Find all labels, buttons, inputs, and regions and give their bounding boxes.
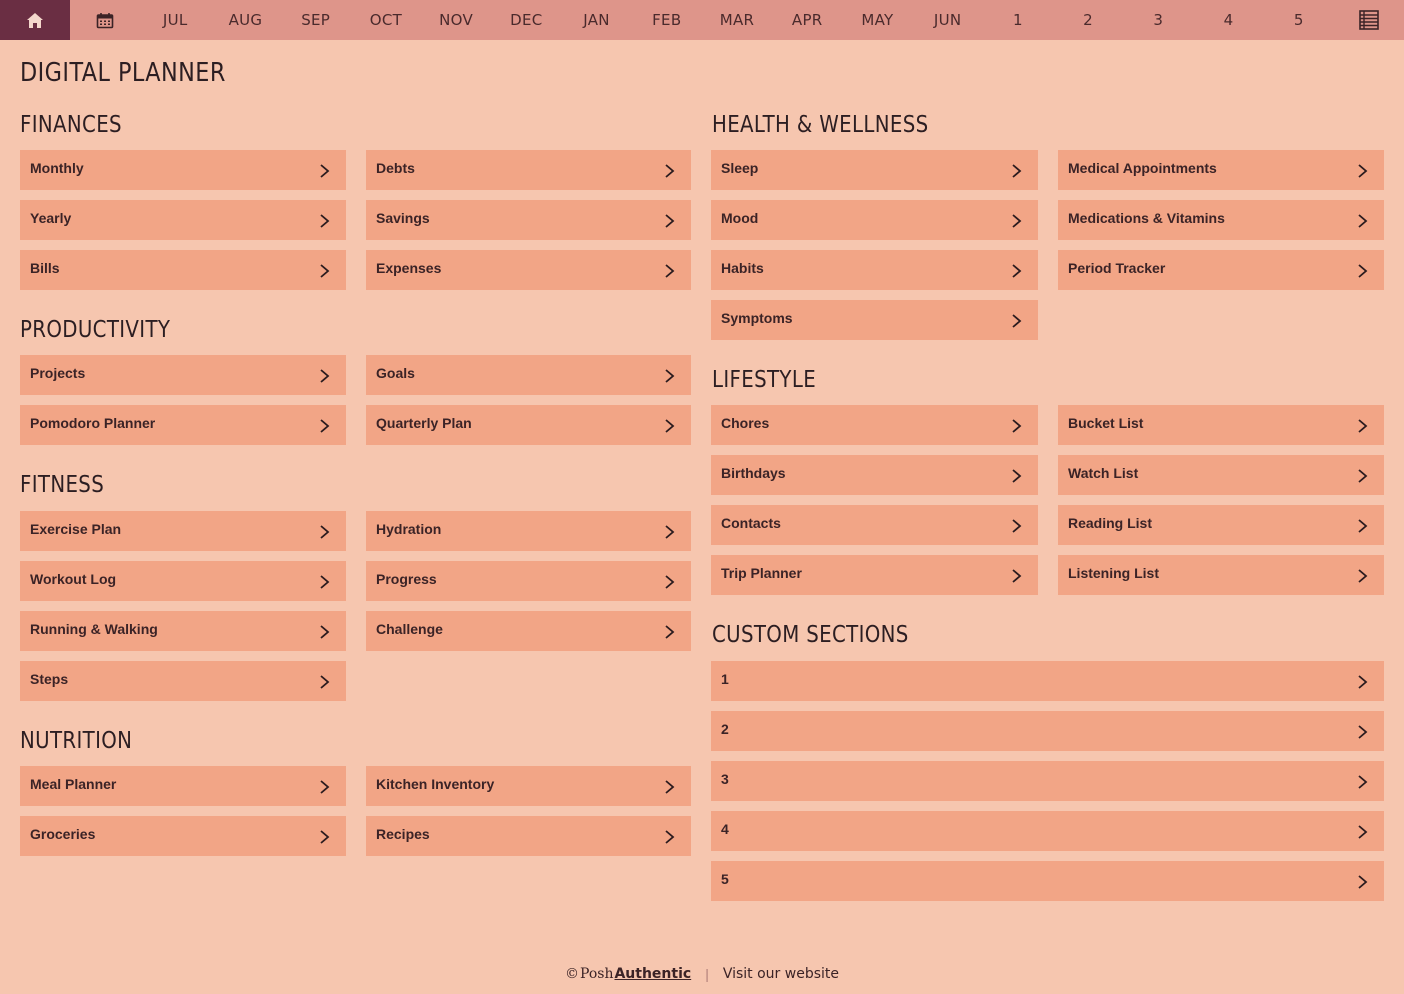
chevron-right-icon <box>1356 214 1368 228</box>
home-icon <box>26 12 44 29</box>
link-label: Hydration <box>376 521 442 537</box>
nav-month-sep[interactable]: SEP <box>301 11 331 29</box>
nav-month-nov[interactable]: NOV <box>439 11 474 29</box>
section-title-nutrition: NUTRITION <box>20 728 133 754</box>
chevron-right-icon <box>1356 825 1368 839</box>
brand-logo <box>565 966 691 982</box>
nav-custom-2[interactable]: 2 <box>1083 11 1094 29</box>
link-label: Listening List <box>1068 565 1159 581</box>
nav-month-mar[interactable]: MAR <box>719 11 755 29</box>
chevron-right-icon <box>318 164 330 178</box>
link-hydration[interactable] <box>366 511 691 551</box>
chevron-right-icon <box>663 369 675 383</box>
link-label: Groceries <box>30 826 96 842</box>
chevron-right-icon <box>1356 875 1368 889</box>
link-running-walking[interactable] <box>20 611 346 651</box>
link-medical-appointments[interactable] <box>1058 150 1384 190</box>
link-label: Reading List <box>1068 515 1153 531</box>
chevron-right-icon <box>1010 214 1022 228</box>
link-label: Trip Planner <box>721 565 802 581</box>
chevron-right-icon <box>318 830 330 844</box>
link-label: Savings <box>376 210 430 226</box>
link-pomodoro-planner[interactable] <box>20 405 346 445</box>
nav-custom-3[interactable]: 3 <box>1153 11 1164 29</box>
link-quarterly-plan[interactable] <box>366 405 691 445</box>
chevron-right-icon <box>1010 519 1022 533</box>
section-title-health: HEALTH & WELLNESS <box>712 112 929 138</box>
chevron-right-icon <box>1356 164 1368 178</box>
link-period-tracker[interactable] <box>1058 250 1384 290</box>
link-label: Yearly <box>30 210 72 226</box>
nav-custom-4[interactable]: 4 <box>1223 11 1234 29</box>
link-reading-list[interactable] <box>1058 505 1384 545</box>
section-title-fitness: FITNESS <box>20 472 105 498</box>
link-debts[interactable] <box>366 150 691 190</box>
chevron-right-icon <box>663 214 675 228</box>
link-workout-log[interactable] <box>20 561 346 601</box>
chevron-right-icon <box>1356 675 1368 689</box>
link-groceries[interactable] <box>20 816 346 856</box>
chevron-right-icon <box>318 419 330 433</box>
link-label: Monthly <box>30 160 84 176</box>
link-label: Workout Log <box>30 571 117 587</box>
link-symptoms[interactable] <box>711 300 1038 340</box>
link-label: Sleep <box>721 160 759 176</box>
chevron-right-icon <box>318 525 330 539</box>
link-label: Medical Appointments <box>1068 160 1217 176</box>
chevron-right-icon <box>1010 569 1022 583</box>
link-label: 3 <box>721 771 729 787</box>
nav-month-jul[interactable]: JUL <box>162 11 188 29</box>
link-label: Watch List <box>1068 465 1139 481</box>
link-label: Contacts <box>721 515 781 531</box>
copyright-symbol: © <box>564 966 579 982</box>
link-label: Bucket List <box>1068 415 1144 431</box>
nav-custom-1[interactable]: 1 <box>1012 11 1023 29</box>
chevron-right-icon <box>1356 264 1368 278</box>
section-title-productivity: PRODUCTIVITY <box>20 317 171 343</box>
link-custom-4[interactable] <box>711 811 1384 851</box>
link-sleep[interactable] <box>711 150 1038 190</box>
link-label: Bills <box>30 260 60 276</box>
link-label: Symptoms <box>721 310 793 326</box>
chevron-right-icon <box>1356 569 1368 583</box>
nav-custom-5[interactable]: 5 <box>1293 11 1304 29</box>
chevron-right-icon <box>663 625 675 639</box>
chevron-right-icon <box>663 525 675 539</box>
link-label: Debts <box>376 160 415 176</box>
page-title: DIGITAL PLANNER <box>20 58 226 88</box>
link-contacts[interactable] <box>711 505 1038 545</box>
chevron-right-icon <box>663 264 675 278</box>
nav-month-oct[interactable]: OCT <box>369 11 403 29</box>
home-button[interactable] <box>0 0 70 40</box>
section-title-lifestyle: LIFESTYLE <box>712 367 817 393</box>
link-label: Progress <box>376 571 437 587</box>
link-label: Exercise Plan <box>30 521 122 537</box>
chevron-right-icon <box>318 214 330 228</box>
chevron-right-icon <box>1010 469 1022 483</box>
link-meal-planner[interactable] <box>20 766 346 806</box>
link-bills[interactable] <box>20 250 346 290</box>
link-label: Pomodoro Planner <box>30 415 156 431</box>
link-steps[interactable] <box>20 661 346 701</box>
chevron-right-icon <box>1010 164 1022 178</box>
link-label: Quarterly Plan <box>376 415 472 431</box>
link-challenge[interactable] <box>366 611 691 651</box>
link-expenses[interactable] <box>366 250 691 290</box>
website-link[interactable]: Visit our website <box>722 966 839 982</box>
nav-month-jun[interactable]: JUN <box>933 11 962 29</box>
link-custom-2[interactable] <box>711 711 1384 751</box>
notes-button[interactable] <box>1334 0 1404 40</box>
link-recipes[interactable] <box>366 816 691 856</box>
nav-month-dec[interactable]: DEC <box>510 11 543 29</box>
chevron-right-icon <box>318 625 330 639</box>
link-label: Meal Planner <box>30 776 117 792</box>
calendar-icon <box>96 12 114 29</box>
link-exercise-plan[interactable] <box>20 511 346 551</box>
footer-separator: | <box>705 966 709 982</box>
link-label: 1 <box>721 671 729 687</box>
link-label: Goals <box>376 365 415 381</box>
chevron-right-icon <box>318 369 330 383</box>
nav-month-jan[interactable]: JAN <box>583 11 610 29</box>
chevron-right-icon <box>1356 419 1368 433</box>
chevron-right-icon <box>1356 519 1368 533</box>
chevron-right-icon <box>318 575 330 589</box>
chevron-right-icon <box>1356 775 1368 789</box>
chevron-right-icon <box>1356 469 1368 483</box>
brand-name-light: Posh <box>579 966 614 982</box>
link-custom-5[interactable] <box>711 861 1384 901</box>
chevron-right-icon <box>663 575 675 589</box>
link-label: Kitchen Inventory <box>376 776 495 792</box>
link-listening-list[interactable] <box>1058 555 1384 595</box>
chevron-right-icon <box>318 780 330 794</box>
notes-icon <box>1359 10 1379 30</box>
link-progress[interactable] <box>366 561 691 601</box>
link-birthdays[interactable] <box>711 455 1038 495</box>
brand-name-bold: Authentic <box>614 966 692 982</box>
link-monthly[interactable] <box>20 150 346 190</box>
link-label: 5 <box>721 871 729 887</box>
link-label: Mood <box>721 210 759 226</box>
link-yearly[interactable] <box>20 200 346 240</box>
nav-month-may[interactable]: MAY <box>861 11 894 29</box>
link-label: Challenge <box>376 621 443 637</box>
link-label: Steps <box>30 671 69 687</box>
chevron-right-icon <box>1010 419 1022 433</box>
chevron-right-icon <box>663 164 675 178</box>
link-trip-planner[interactable] <box>711 555 1038 595</box>
link-label: Chores <box>721 415 770 431</box>
link-label: Medications & Vitamins <box>1068 210 1225 226</box>
link-label: 4 <box>721 821 729 837</box>
chevron-right-icon <box>663 830 675 844</box>
nav-month-aug[interactable]: AUG <box>228 11 263 29</box>
link-custom-1[interactable] <box>711 661 1384 701</box>
link-label: Recipes <box>376 826 430 842</box>
link-savings[interactable] <box>366 200 691 240</box>
nav-month-apr[interactable]: APR <box>791 11 823 29</box>
section-title-finances: FINANCES <box>20 112 122 138</box>
link-medications-vitamins[interactable] <box>1058 200 1384 240</box>
chevron-right-icon <box>1010 264 1022 278</box>
link-goals[interactable] <box>366 355 691 395</box>
footer <box>0 960 1404 988</box>
link-projects[interactable] <box>20 355 346 395</box>
chevron-right-icon <box>663 780 675 794</box>
link-watch-list[interactable] <box>1058 455 1384 495</box>
chevron-right-icon <box>1356 725 1368 739</box>
nav-month-feb[interactable]: FEB <box>652 11 682 29</box>
section-title-custom: CUSTOM SECTIONS <box>712 622 909 648</box>
link-label: Period Tracker <box>1068 260 1166 276</box>
link-label: Habits <box>721 260 764 276</box>
link-mood[interactable] <box>711 200 1038 240</box>
link-chores[interactable] <box>711 405 1038 445</box>
link-custom-3[interactable] <box>711 761 1384 801</box>
chevron-right-icon <box>318 264 330 278</box>
top-nav <box>0 0 1404 40</box>
link-label: Projects <box>30 365 86 381</box>
link-habits[interactable] <box>711 250 1038 290</box>
link-bucket-list[interactable] <box>1058 405 1384 445</box>
link-kitchen-inventory[interactable] <box>366 766 691 806</box>
link-label: Birthdays <box>721 465 786 481</box>
chevron-right-icon <box>663 419 675 433</box>
link-label: Expenses <box>376 260 442 276</box>
chevron-right-icon <box>318 675 330 689</box>
link-label: 2 <box>721 721 729 737</box>
calendar-button[interactable] <box>70 0 140 40</box>
chevron-right-icon <box>1010 314 1022 328</box>
link-label: Running & Walking <box>30 621 158 637</box>
